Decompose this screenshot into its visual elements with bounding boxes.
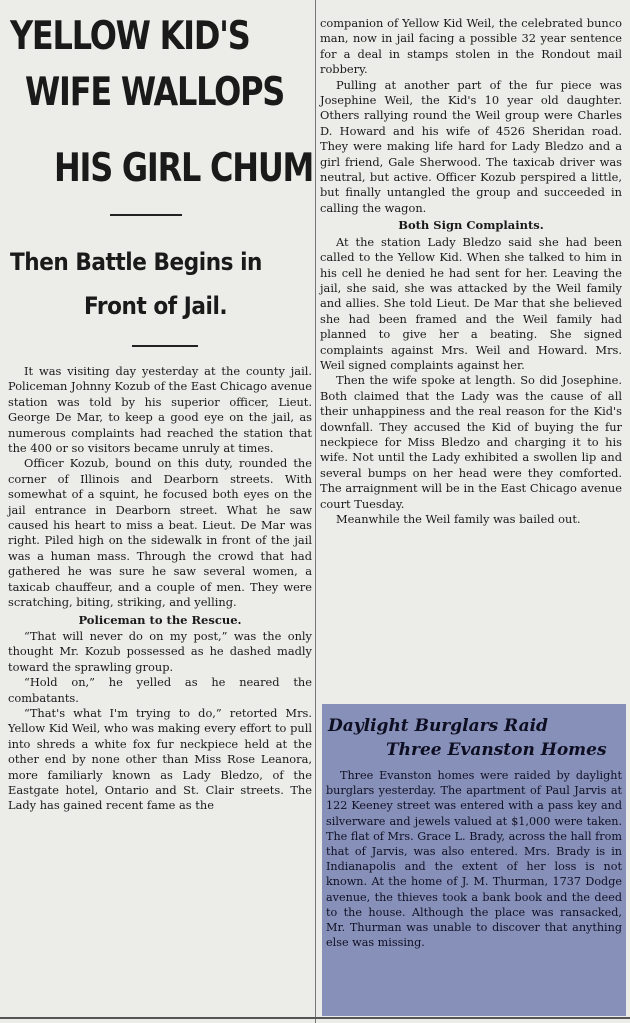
burglary-body (326, 768, 622, 950)
paragraph: Then the wife spoke at length. So did Josephine. Both claimed that the Lady was the cause of all their unhappiness and the real reason for the Kid's downfall. They accused the Kid of buying the fur neckpiece for Miss Bledzo and charging it to his wife. Not until the Lady exhibited a swollen lip and several bumps on her head were they comforted. The arraignment will be in the East Chicago avenue court Tuesday. (320, 373, 622, 511)
paragraph: companion of Yellow Kid Weil, the celebrated bunco man, now in jail facing a possible 32 year sentence for a deal in stamps stolen in the Rondout mail robbery. (320, 16, 622, 77)
section-head: Policeman to the Rescue. (78, 612, 242, 627)
headline-divider (110, 214, 182, 216)
section-head: Both Sign Complaints. (398, 218, 544, 233)
paragraph: “Hold on,” he yelled as he neared the combatants. (8, 675, 312, 705)
right-article-body (320, 16, 622, 527)
left-article-body (8, 364, 312, 814)
subhead-line-2: Front of Jail. (84, 292, 228, 320)
paragraph: It was visiting day yesterday at the county jail. Policeman Johnny Kozub of the East Chicago avenue station was told by his superior officer, Lieut. George De Mar, to keep a good eye on the jail, as numerous complaints had reached the station that the 400 or so visitors became unruly at times. (8, 364, 312, 456)
headline-line-3: HIS GIRL CHUM (54, 146, 314, 191)
paragraph: Meanwhile the Weil family was bailed out. (336, 512, 581, 526)
bottom-border (0, 1017, 630, 1019)
burglary-title-line-2: Three Evanston Homes (386, 740, 607, 760)
paragraph: Officer Kozub, bound on this duty, rounded the corner of Illinois and Dearborn streets. With somewhat of a squint, he focused both eyes on the jail entrance in Dearborn street. What he saw caused his heart to miss a beat. Lieut. De Mar was right. Piled high on the sidewalk in front of the jail was a human mass. Through the crowd that had gathered he was sure he saw several women, a taxicab chauffeur, and a couple of men. They were scratching, biting, striking, and yelling. (8, 456, 312, 610)
column-divider (315, 0, 316, 1023)
paragraph: “That will never do on my post,” was the only thought Mr. Kozub possessed as he dashed madly toward the sprawling group. (8, 628, 312, 674)
subhead-line-1: Then Battle Begins in (10, 248, 262, 276)
paragraph: “That's what I'm trying to do,” retorted Mrs. Yellow Kid Weil, who was making every effort to pull into shreds a white fox fur neckpiece held at the other end by none other than Miss Rose Leanora, more familiarly known as Lady Bledzo, of the Eastgate hotel, Ontario and St. Clair streets. The Lady has gained recent fame as the (8, 705, 312, 813)
burglary-article (322, 704, 626, 1016)
headline-line-1: YELLOW KID'S (10, 14, 250, 59)
paragraph: Pulling at another part of the fur piece was Josephine Weil, the Kid's 10 year old daughter. Others rallying round the Weil group were Charles D. Howard and his wife of 4526 Sheridan road. They were making life hard for Lady Bledzo and a girl friend, Gale Sherwood. The taxicab driver was neutral, but active. Officer Kozub perspired a little, but finally untangled the group and succeeded in calling the wagon. (320, 77, 622, 215)
paragraph: At the station Lady Bledzo said she had been called to the Yellow Kid. When she talked to him in his cell he denied he had sent for her. Leaving the jail, she said, she was attacked by the Weil family and allies. She told Lieut. De Mar that she believed she had been framed and the Weil family had planned to give her a beating. She signed complaints against Mrs. Weil and Howard. Mrs. Weil signed complaints against her. (320, 234, 622, 372)
subhead-divider (132, 345, 198, 347)
headline-line-2: WIFE WALLOPS (25, 70, 285, 115)
burglary-title-line-1: Daylight Burglars Raid (328, 716, 548, 736)
paragraph: Three Evanston homes were raided by daylight burglars yesterday. The apartment of Paul Jarvis at 122 Keeney street was entered with a pass key and silverware and jewels valued at $1,000 were taken. The flat of Mrs. Grace L. Brady, across the hall from that of Jarvis, was also entered. Mrs. Brady is in Indianapolis and the extent of her loss is not known. At the home of J. M. Thurman, 1737 Dodge avenue, the thieves took a bank book and the deed to the house. Although the place was ransacked, Mr. Thurman was unable to discover that anything else was missing. (326, 769, 622, 950)
left-column (2, 2, 314, 1018)
